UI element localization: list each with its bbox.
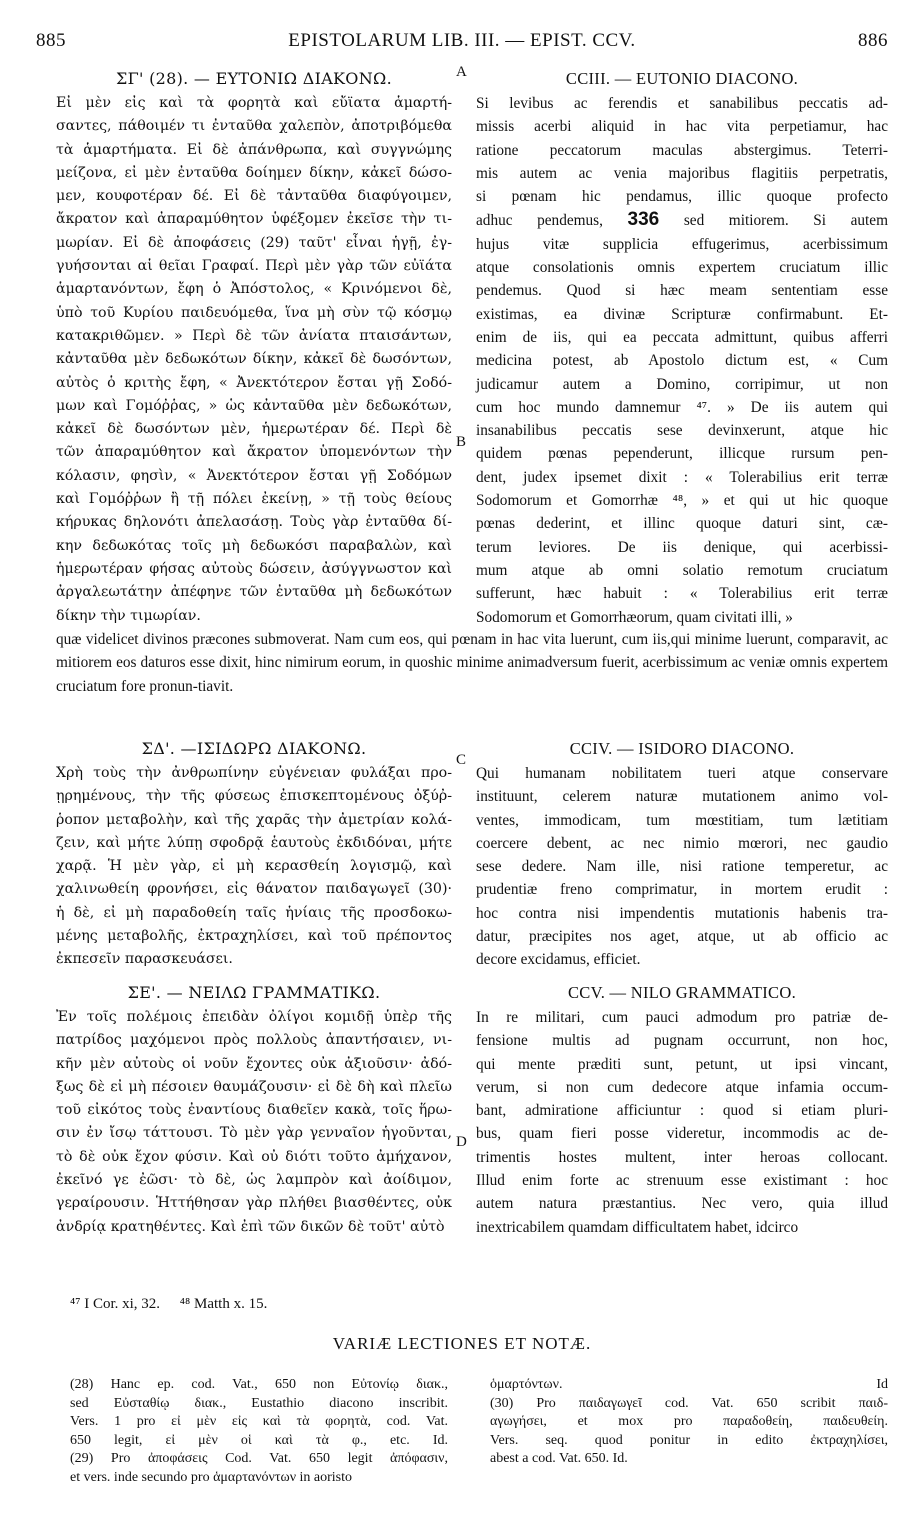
text-line: existimas, ea divinæ Scripturæ confirmabunt. Et- — [476, 305, 888, 323]
greek-text-204 — [56, 762, 452, 972]
text-line: In re militari, cum pauci admodum pro patriæ de- — [476, 1009, 888, 1026]
page-number-right: 886 — [858, 30, 888, 51]
text-line: ἀργαλεωτάτην ἀπέφηνε τῶν ἐνταῦθα μὴ δεδωκότων — [56, 584, 452, 601]
text-line: τοῦ εἰκότος τοὺς ἐναντίους διαθεῖεν κακὰ, τοῖς ἥρω- — [56, 1102, 452, 1119]
text-line: Si levibus ac ferendis et sanabilibus peccatis ad- — [476, 95, 888, 112]
text-line: κἀνταῦθα μὲν δεδωκότων δίκην, κἀκεῖ δὲ δωσόντων, — [56, 351, 452, 368]
text-line: adhuc pendemus, 336 sed mitiorem. Si autem — [476, 209, 888, 231]
text-line: τῶν ἀπαραμύθητον καὶ ἄκρατον ὑπομενόντων τὴν — [56, 444, 452, 461]
text-line: instituunt, celerem naturæ mutationem animo vol- — [476, 788, 888, 806]
text-line: pendemus. Quod si hæc meam sententiam esse — [476, 282, 888, 300]
text-line: μείζονα, εἰ μὲν ἐνταῦθα δοίημεν δίκην, κἀκεῖ δώσο- — [56, 164, 452, 181]
text-line: bant, admiratione afficiuntur : quod si etiam pluri- — [476, 1102, 888, 1120]
greek-title-204: ΣΔ'. —ΙΣΙΔΩΡΩ ΔΙΑΚΟΝΩ. — [141, 739, 367, 758]
footnotes — [70, 1296, 283, 1313]
text-line: ἄκρατον καὶ ἀπαραμύθητον ὑφέξομεν ἐκεῖσε τὴν τι- — [56, 211, 452, 228]
notes-right-column — [490, 1376, 888, 1469]
text-line: insanabilibus peccatis sese devinxerunt, atque hic — [476, 422, 888, 440]
page-number-left: 885 — [36, 30, 66, 51]
text-line: hoc contra nisi impendentis mutationis habenis tra- — [476, 904, 888, 922]
text-line: sufferunt, hæc habuit : « Tolerabilius erit terræ — [476, 585, 888, 603]
text-line: κἀκεῖ δὲ δωσόντων μὲν, ἡμερωτέραν δέ. Περὶ δὲ — [56, 421, 452, 438]
text-line: decore excidamus, efficiet. — [476, 951, 641, 969]
latin-epistle-204 — [476, 736, 888, 972]
margin-letter-c: C — [456, 752, 467, 768]
text-line: enim de iis, qui ea peccata admittunt, quibus afferri — [476, 328, 888, 346]
text-line: tiavit. — [197, 677, 234, 695]
margin-letter-a: A — [456, 64, 467, 80]
latin-epistle-203 — [476, 66, 888, 629]
text-line: ξως δὲ εἰ μὴ πέσοιεν θαυμάζουσιν· εἰ δὲ δὴ καὶ πλεῖω — [56, 1078, 452, 1095]
text-line: ventes, immodicam, tum mœstitiam, tum lætitiam — [476, 811, 888, 829]
text-line: ἁμαρτανόντων, ἔφη ὁ Ἀπόστολος, « Κρινόμενοι δὲ, — [56, 281, 452, 298]
note-line: αγωγήσει, et mox pro παραδοθείη, παιδευθείη. — [490, 1414, 888, 1429]
latin-continuation — [56, 628, 888, 698]
latin-text-205 — [476, 1006, 888, 1239]
text-line: missis acerbi aliquid in hac vita perpetiamur, hac — [476, 118, 888, 136]
note-line: ὁμαρτόντων. Id — [490, 1377, 888, 1392]
text-line: fensione multis ad pugnam occurrunt, non hoc, — [476, 1032, 888, 1050]
greek-epistle-205 — [56, 980, 452, 1239]
text-line: κην δεδωκότας τοῖς μὴ δεδωκόσι παραβαλὼν, καὶ — [56, 537, 452, 554]
note-line: 650 legit, εἰ μὲν οἱ καὶ τὰ φ., etc. Id. — [70, 1432, 448, 1448]
text-line: bus, quam fieri posse videretur, incommodis ac de- — [476, 1125, 888, 1143]
text-line: Illud enim forte ac strenuum esse existimant : hoc — [476, 1172, 888, 1190]
text-line: ratione peccatorum maculas abstergimus. Teterri- — [476, 141, 888, 159]
text-line: quæ videlicet divinos præcones submoverat. Nam cum eos, qui pœnam in hac vita luerunt, cum iis, — [56, 631, 671, 648]
note-line: Vers. seq. quod ponitur in edito ἐκτραχηλίσει, — [490, 1432, 888, 1448]
text-line: τὸ δὲ οὐκ ἔχον φύσιν. Καὶ οὐ διότι τοῦτο ἀμήχανον, — [56, 1148, 452, 1165]
text-line: hujus vitæ supplicia effugerimus, acerbissimum — [476, 235, 888, 253]
note-line: sed Εὐσταθίῳ διακ., Eustathio diacono inscribit. — [70, 1395, 448, 1411]
text-line: pœnas dederint, et illinc quoque daturi sint, cæ- — [476, 515, 888, 533]
text-line: ἐκπεσεῖν παρασκευάσει. — [56, 951, 233, 968]
note-line: (30) Pro παιδαγωγεῖ cod. Vat. 650 scribit παιδ- — [490, 1395, 888, 1411]
latin-title-205: CCV. — NILO GRAMMATICO. — [568, 983, 796, 1002]
text-line: mum atque ab omni solatio remotum cruciatum — [476, 561, 888, 579]
text-line: dent, judex ipsemet dixit : « Tolerabilius erit terræ — [476, 468, 888, 486]
text-line: τὰ ἁμαρτήματα. Εἰ δὲ ἀπάνθρωπα, καὶ συγγνώμης — [56, 141, 452, 158]
latin-text-204 — [476, 762, 888, 972]
text-line: μένης μεταβολῆς, ἐκτραχηλίσει, καὶ τοῦ πρέποντος — [56, 928, 452, 945]
text-line: σιν ἐν ἴσῳ τάττουσι. Τὸ μὲν γὰρ γενναῖον ἡγοῦνται, — [56, 1125, 452, 1142]
text-line: γεραίρουσιν. Ἡττήθησαν γὰρ πλήθει βιασθέντες, οὐκ — [56, 1195, 452, 1212]
text-line: χαρᾷ. Ἡ μὲν γὰρ, εἰ μὴ κερασθείη λογισμῷ, καὶ — [56, 858, 452, 875]
margin-letter-b: B — [456, 434, 467, 450]
text-line: πατρίδος μαχόμενοι πρὸς πολλοὺς ἀπαντήσαιεν, νι- — [56, 1032, 452, 1049]
text-line: cum hoc mundo damnemur ⁴⁷. » De iis autem qui — [476, 398, 888, 416]
notes-title: VARIÆ LECTIONES ET NOTÆ. — [332, 1334, 592, 1353]
text-line: ἐκεῖνό γε ἐῶσι· τὸ δὲ, ὡς λαμπρὸν καὶ ἀοίδιμον, — [56, 1172, 452, 1189]
footnote-47: ⁴⁷ I Cor. xi, 32. — [70, 1296, 161, 1312]
footnote-48: ⁴⁸ Matth x. 15. — [179, 1296, 268, 1312]
margin-letter-d: D — [456, 1134, 467, 1150]
latin-title-203: CCIII. — EUTONIO DIACONO. — [565, 69, 799, 88]
text-line: quidem pœnas pependerunt, illicque rursum pen- — [476, 445, 888, 463]
text-line: μωρίαν. Εἰ δὲ ἀποφάσεις (29) ταῦτ' εἶναι ἡγῇ, ἐγ- — [56, 234, 452, 251]
text-line: γυήσονται αἱ θεῖαι Γραφαί. Περὶ μὲν γὰρ τῶν εὐϊάτα — [56, 258, 452, 275]
page-marker-number: 336 — [627, 209, 660, 231]
text-line: trimentis hostes multent, inter heroas collocant. — [476, 1148, 888, 1166]
text-line: medicina potest, ab Apostolo dictum est, « Cum — [476, 352, 888, 370]
text-line: sese dedere. Nam ille, nisi ratione temperetur, ac — [476, 858, 888, 876]
text-line: si pœnam hic pendamus, illic quoque profecto — [476, 188, 888, 206]
greek-text-205 — [56, 1006, 452, 1239]
greek-title-205: ΣΕ'. — ΝΕΙΛΩ ΓΡΑΜΜΑΤΙΚΩ. — [127, 983, 381, 1002]
notes-left-column — [70, 1376, 448, 1487]
text-line: prudentiæ freno comprimatur, in mortem erudit : — [476, 881, 888, 899]
text-line: ὑπὸ τοῦ Κυρίου παιδευόμεθα, ἵνα μὴ σὺν τῷ κόσμῳ — [56, 304, 452, 321]
text-line: κήρυκας δηλονότι ἀπελασάσῃ. Τοὺς γὰρ ἐνταῦθα δί- — [56, 514, 452, 531]
text-line: σαντες, πάθοιμέν τι ἐνταῦθα χαλεπὸν, ἀποτριβόμεθα — [56, 118, 452, 135]
text-line: καὶ Γομόῤῥων ἢ τῇ πόλει ἐκείνῃ, » τῇ τοὺς θείους — [56, 491, 452, 508]
text-line: inextricabilem quamdam difficultatem habet, idcirco — [476, 1218, 799, 1236]
note-line: (28) Hanc ep. cod. Vat., 650 non Εὐτονίῳ διακ., — [70, 1377, 448, 1392]
greek-text-203 — [56, 92, 452, 628]
text-line: κατακριθῶμεν. » Περὶ δὲ τῶν ἀνίατα πταισάντων, — [56, 327, 452, 344]
text-line: atque consolationis omnis expertem cruciatum illic — [476, 259, 888, 277]
text-line: coercere debent, ac nec nimio mœrori, nec gaudio — [476, 834, 888, 852]
running-title: EPISTOLARUM LIB. III. — EPIST. CCV. — [288, 30, 636, 51]
text-line: μεν, κουφοτέραν δέ. Εἰ δὲ τἀνταῦθα διαφύγοιμεν, — [56, 188, 452, 205]
note-line: Vers. 1 pro εἰ μὲν εἰς καὶ τὰ φορητὰ, cod. Vat. — [70, 1414, 448, 1429]
greek-title-203: ΣΓ' (28). — ΕΥΤΟΝΙΩ ΔΙΑΚΟΝΩ. — [116, 69, 392, 88]
text-line: autem natura præstantius. Nec vero, quia illud — [476, 1195, 888, 1213]
running-header — [36, 30, 888, 58]
text-line: ῥοπον μεταβολὴν, καὶ τῆς χαρᾶς τὴν ἀμετρίαν κολά- — [56, 811, 452, 828]
text-line: ἡμερωτέραν φήσας αὐτοὺς δώσειν, ἀσύγγνωστον καὶ — [56, 560, 452, 577]
text-line: κῆν μὲν αὐτοὺς οἱ νοῦν ἔχοντες οὐκ ἀξιοῦσιν· ἀδό- — [56, 1055, 452, 1072]
note-line: et vers. inde secundo pro ἁμαρτανόντων in aoristo — [70, 1469, 353, 1485]
text-line: Qui humanam nobilitatem tueri atque conservare — [476, 765, 888, 782]
text-line: qui mente præditi sunt, petunt, ut ipsi vincant, — [476, 1055, 888, 1073]
text-line: Sodomorum et Gomorrhæ ⁴⁸, » et qui ut hic quoque — [476, 492, 888, 510]
text-line: μων καὶ Γομόῤῥας, » ὡς κἀνταῦθα μὲν δεδωκότων, — [56, 397, 452, 414]
text-line: datur, præcipites nos aget, atque, ut ab officio ac — [476, 928, 888, 946]
greek-epistle-204 — [56, 736, 452, 972]
text-line: judicamur autem a Domino, corripimur, ut non — [476, 375, 888, 393]
text-line: Εἰ μὲν εἰς καὶ τὰ φορητὰ καὶ εὔϊατα ἁμαρτή- — [56, 95, 452, 111]
latin-title-204: CCIV. — ISIDORO DIACONO. — [569, 739, 795, 758]
text-line: verum, si non cum dedecore atque infamia occum- — [476, 1078, 888, 1096]
text-line: hic minime animadversum fuerit, acerbissimum ac veniæ omnis expertem cruciatum fore pronun- — [56, 654, 888, 695]
note-line: abest a cod. Vat. 650. Id. — [490, 1451, 628, 1466]
text-line: terum leviores. De iis denique, qui acerbissi- — [476, 538, 888, 556]
text-line: qui minime luerunt, comparavit, ac mitiorem eos daturos esse dixit, hinc nimirum eorum, in quos — [56, 631, 888, 672]
text-line: Sodomorum et Gomorrhæorum, quam civitati illi, » — [476, 608, 793, 626]
text-line: αὐτὸς ὁ κριτὴς ἔφη, « Ἀνεκτότερον ἔσται γῇ Σοδό- — [56, 374, 452, 391]
latin-text-203 — [476, 92, 888, 629]
text-line: δίκην τὴν τιμωρίαν. — [56, 607, 201, 624]
text-line: χαλινωθείη φρονήσει, εἰς θάνατον παιδαγωγεῖ (30)· — [56, 881, 452, 898]
text-line: κόλασιν, φησὶν, « Ἀνεκτότερον ἔσται γῇ Σοδόμων — [56, 467, 452, 484]
text-line: ῃρημένους, τὴν τῆς φύσεως ἐπισκεπτομένους ὀξύῤ- — [56, 788, 452, 805]
text-line: ἀνδρίᾳ κρατηθέντες. Καὶ ἐπὶ τῶν δικῶν δὲ τοῦτ' αὐτὸ — [56, 1218, 445, 1235]
text-line: Χρὴ τοὺς τὴν ἀνθρωπίνην εὐγένειαν φυλάξαι προ- — [56, 765, 452, 781]
text-line: ἡ δὲ, εἰ μὴ παραδοθείη ταῖς ἡνίαις τῆς προσδοκω- — [56, 904, 452, 921]
greek-epistle-203 — [56, 66, 452, 628]
note-line: (29) Pro ἀποφάσεις Cod. Vat. 650 legit ἀπόφασιν, — [70, 1451, 448, 1466]
text-line: Ἐν τοῖς πολέμοις ἐπειδὰν ὀλίγοι κομιδῇ ὑπὲρ τῆς — [56, 1009, 452, 1025]
text-line: mis autem ac venia majoribus flagitiis perpetratis, — [476, 164, 888, 182]
text-line: ζειν, καὶ μήτε λύπῃ σφοδρᾷ ἑαυτοὺς ἐκδιδόναι, μήτε — [56, 834, 452, 851]
latin-epistle-205 — [476, 980, 888, 1239]
